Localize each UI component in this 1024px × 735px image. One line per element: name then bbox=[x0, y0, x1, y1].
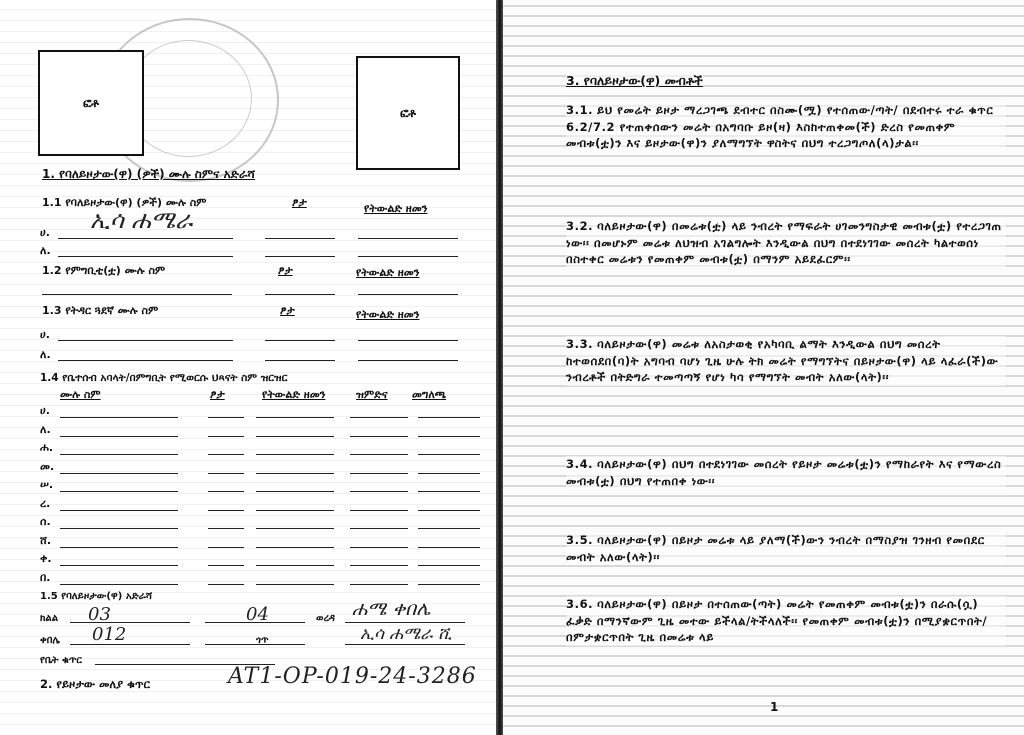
item-number: 3.6. bbox=[566, 597, 594, 611]
blank-line bbox=[60, 491, 178, 492]
page-number: 1 bbox=[770, 700, 779, 714]
line bbox=[42, 294, 232, 295]
blank-line bbox=[256, 565, 334, 566]
blank-line bbox=[60, 417, 178, 418]
blank-line bbox=[256, 584, 334, 585]
family-row-label: ሐ. bbox=[40, 441, 54, 454]
rights-item-3-2 bbox=[566, 218, 1006, 268]
blank-line bbox=[256, 473, 334, 474]
blank-line bbox=[60, 547, 178, 548]
s1-4-col-birth: የትውልድ ዘመን bbox=[262, 388, 326, 401]
blank-line bbox=[256, 454, 334, 455]
blank-line bbox=[256, 528, 334, 529]
blank-line bbox=[418, 417, 480, 418]
blank-line bbox=[208, 491, 244, 492]
rights-item-3-4 bbox=[566, 456, 1006, 489]
blank-line bbox=[208, 547, 244, 548]
blank-line bbox=[418, 547, 480, 548]
line bbox=[205, 644, 305, 645]
family-table-row bbox=[40, 460, 490, 476]
s1-3-row-a: ሀ. bbox=[40, 328, 50, 341]
rights-item-3-6 bbox=[566, 596, 1006, 646]
addr-zone-value: 04 bbox=[246, 604, 269, 625]
item-text: ባለይዞታው(ዋ) በይዞታ በተሰጠው(ጣት) መሬት የመጠቀም መብቱ(ቷ)ን በራሱ(ሷ) ፈቃድ በማንኛውም ጊዜ መተው ይችላል/ትችላለች፡፡ የመጠቀም መብቱ(ቷ)ን በሚያቋርጥበት/በምታቋርጥበት ጊዜ በመሬቱ ላይ bbox=[566, 597, 988, 644]
addr-woreda-value: ሐሜ ቀበሌ bbox=[352, 598, 431, 620]
blank-line bbox=[208, 417, 244, 418]
s1-4-label: 1.4 የቤተሰብ አባላት/በምግቢት የሚወርሱ ህጻናት ስም ዝርዝር bbox=[40, 372, 288, 384]
s1-1-row-b: ለ. bbox=[40, 244, 51, 257]
item-text: ይህ የመሬት ይዞታ ማረጋገጫ ደብተር በስሙ(ሟ) የተሰጠው/ጣት/ በደብተሩ ተራ ቁጥር 6.2/7.2 የተጠቀሰውን መሬት በአግባቡ ይዞ(ዛ) እስከተጠቀመ(ች) ድረስ የመጠቀም መብቱ(ቷ)ን እና ይዞታው(ዋ)ን ያለማግኘት ዋስትና በህግ ተረጋግጦለ(ላ)ታል፡፡ bbox=[566, 103, 994, 150]
s1-1-sex-header: ፆታ bbox=[292, 196, 307, 209]
family-row-label: ሠ. bbox=[40, 478, 54, 491]
blank-line bbox=[418, 510, 480, 511]
family-table-row bbox=[40, 534, 490, 550]
blank-line bbox=[256, 510, 334, 511]
s1-4-col-remark: መግለጫ bbox=[412, 388, 447, 401]
s1-3-row-b: ለ. bbox=[40, 348, 51, 361]
blank-line bbox=[60, 454, 178, 455]
blank-line bbox=[350, 565, 408, 566]
blank-line bbox=[60, 528, 178, 529]
line bbox=[358, 238, 458, 239]
line bbox=[345, 622, 465, 623]
photo-box-1 bbox=[38, 50, 144, 156]
family-row-label: ሀ. bbox=[40, 404, 50, 417]
blank-line bbox=[418, 565, 480, 566]
family-row-label: ቀ. bbox=[40, 552, 52, 565]
photo-label-2: ፎቶ bbox=[400, 105, 416, 120]
photo-label-1: ፎቶ bbox=[83, 95, 99, 110]
s1-2-label: 1.2 የምግቢቲ(ቷ) ሙሉ ስም bbox=[42, 264, 166, 277]
blank-line bbox=[256, 491, 334, 492]
item-number: 3.2. bbox=[566, 219, 594, 233]
addr-got-value: ኢሳ ሐሜራ ሺ bbox=[360, 624, 452, 644]
blank-line bbox=[208, 565, 244, 566]
line bbox=[58, 256, 233, 257]
blank-line bbox=[418, 491, 480, 492]
line bbox=[70, 644, 190, 645]
blank-line bbox=[208, 454, 244, 455]
family-table-row bbox=[40, 441, 490, 457]
s1-2-birth-header: የትውልድ ዘመን bbox=[356, 266, 420, 279]
addr-region-label: ክልል bbox=[40, 613, 59, 624]
item-number: 3.5. bbox=[566, 533, 594, 547]
family-table-row bbox=[40, 423, 490, 439]
addr-region-value: 03 bbox=[88, 604, 111, 625]
line bbox=[265, 340, 335, 341]
s1-2-sex-header: ፆታ bbox=[278, 264, 293, 277]
line bbox=[358, 340, 458, 341]
blank-line bbox=[208, 528, 244, 529]
line bbox=[265, 294, 335, 295]
item-number: 3.4. bbox=[566, 457, 594, 471]
s1-1-row-a: ሀ. bbox=[40, 226, 50, 239]
blank-line bbox=[418, 454, 480, 455]
blank-line bbox=[60, 436, 178, 437]
blank-line bbox=[208, 510, 244, 511]
family-row-label: መ. bbox=[40, 459, 55, 473]
addr-woreda-label: ወረዳ bbox=[316, 613, 335, 624]
addr-got-label: ጎጥ bbox=[256, 635, 269, 646]
s1-5-label: 1.5 የባለይዞታው(ዋ) አድራሻ bbox=[40, 591, 153, 602]
blank-line bbox=[350, 417, 408, 418]
line bbox=[58, 238, 233, 239]
s1-1-label: 1.1 የባለይዞታው(ዋ) (ዎች) ሙሉ ስም bbox=[42, 196, 207, 209]
s1-4-col-relation: ዝምድና bbox=[356, 388, 388, 401]
blank-line bbox=[60, 510, 178, 511]
line bbox=[58, 360, 233, 361]
blank-line bbox=[208, 473, 244, 474]
family-row-label: በ. bbox=[40, 570, 51, 584]
rights-item-3-1 bbox=[566, 102, 1006, 152]
s1-3-birth-header: የትውልድ ዘመን bbox=[356, 308, 420, 321]
line bbox=[70, 622, 190, 623]
blank-line bbox=[60, 565, 178, 566]
family-row-label: ሰ. bbox=[40, 515, 51, 528]
section-2-label: 2. የይዞታው መለያ ቁጥር bbox=[40, 677, 150, 691]
family-table-row bbox=[40, 478, 490, 494]
item-number: 3.3. bbox=[566, 337, 594, 351]
line bbox=[345, 644, 465, 645]
family-row-label: ሸ. bbox=[40, 533, 52, 547]
s1-3-label: 1.3 የትዳር ጓደኛ ሙሉ ስም bbox=[42, 304, 159, 317]
s1-3-sex-header: ፆታ bbox=[280, 304, 295, 317]
parcel-id-handwritten: AT1-OP-019-24-3286 bbox=[228, 664, 477, 689]
family-table-row bbox=[40, 497, 490, 513]
blank-line bbox=[350, 528, 408, 529]
item-text: ባለይዞታው(ዋ) በመሬቱ(ቷ) ላይ ንብረት የማፍራት ሀገመንግስታዊ መብቱ(ቷ) የተረጋገጠ ነው፡፡ በመሆኑም መሬቱ ለህዝብ አገልግሎት እንዲውል በህግ በተደነገገው መሰረት ካልተወሰነ በስተቀር መሬቱን የመጠቀም መብቱ(ቷ) በማንም አይደፈርም፡፡ bbox=[566, 219, 1002, 266]
blank-line bbox=[418, 473, 480, 474]
photo-box-2 bbox=[356, 56, 460, 170]
item-text: ባለይዞታው(ዋ) መሬቱ ለአስታወቂ የአካባቢ ልማት እንዲውል በህግ መሰረት ከተወሰደበ(ባ)ት አግባብ ባሆነ ጊዜ ሁሉ ትክ መሬት የማግኘትና በይዞታው(ዋ) ላይ ላፈራ(ች)ው ንብረቶች በትድግራ ተመጣጣኝ የሆነ ካሳ የማግኘት መብት አለው(ላት)፡፡ bbox=[566, 337, 999, 384]
round-stamp-inner bbox=[125, 40, 252, 157]
addr-kebele-label: ቀበሌ bbox=[40, 635, 60, 646]
line bbox=[265, 238, 335, 239]
line bbox=[265, 256, 335, 257]
blank-line bbox=[350, 436, 408, 437]
line bbox=[58, 340, 233, 341]
section-1-heading: 1. የባለይዞታው(ዋ) (ዎች) ሙሉ ስምና አድራሻ bbox=[42, 167, 256, 181]
item-text: ባለይዞታው(ዋ) በይዞታ መሬቱ ላይ ያለማ(ች)ውን ንብረት በማስያዝ ገንዘብ የመበደር መብት አለው(ላት)፡፡ bbox=[566, 533, 985, 564]
blank-line bbox=[208, 584, 244, 585]
line bbox=[205, 622, 305, 623]
blank-line bbox=[350, 584, 408, 585]
item-text: ባለይዞታው(ዋ) በህግ በተደነገገው መሰረት የይዞታ መሬቱ(ቷ)ን የማከራየት እና የማውረስ መብቱ(ቷ) በህግ የተጠበቀ ነው፡፡ bbox=[566, 457, 1002, 488]
family-table-row bbox=[40, 571, 490, 587]
blank-line bbox=[350, 454, 408, 455]
blank-line bbox=[350, 510, 408, 511]
blank-line bbox=[350, 473, 408, 474]
blank-line bbox=[418, 528, 480, 529]
blank-line bbox=[208, 436, 244, 437]
s1-4-col-name: ሙሉ ስም bbox=[60, 388, 101, 401]
item-number: 3.1. bbox=[566, 103, 594, 117]
rights-item-3-5 bbox=[566, 532, 1006, 565]
s1-1-birth-header: የትውልድ ዘመን bbox=[364, 202, 428, 215]
line bbox=[358, 294, 458, 295]
blank-line bbox=[350, 491, 408, 492]
family-table-row bbox=[40, 552, 490, 568]
blank-line bbox=[350, 547, 408, 548]
blank-line bbox=[60, 584, 178, 585]
blank-line bbox=[418, 584, 480, 585]
family-table-row bbox=[40, 404, 490, 420]
blank-line bbox=[256, 417, 334, 418]
line bbox=[265, 360, 335, 361]
left-page bbox=[0, 0, 497, 735]
rights-item-3-3 bbox=[566, 336, 1006, 386]
line bbox=[358, 256, 458, 257]
handwritten-owner-name: ኢሳ ሐሜራ bbox=[90, 206, 193, 234]
addr-house-label: የቤት ቁጥር bbox=[40, 655, 82, 666]
blank-line bbox=[60, 473, 178, 474]
blank-line bbox=[418, 436, 480, 437]
section-3-heading: 3. የባለይዞታው(ዋ) መብቶች bbox=[566, 73, 703, 88]
line bbox=[358, 360, 458, 361]
s1-4-col-sex: ፆታ bbox=[210, 388, 225, 401]
family-table-row bbox=[40, 515, 490, 531]
family-row-label: ለ. bbox=[40, 422, 51, 436]
family-row-label: ረ. bbox=[40, 496, 51, 510]
blank-line bbox=[256, 547, 334, 548]
blank-line bbox=[256, 436, 334, 437]
addr-kebele-value: 012 bbox=[92, 624, 127, 645]
